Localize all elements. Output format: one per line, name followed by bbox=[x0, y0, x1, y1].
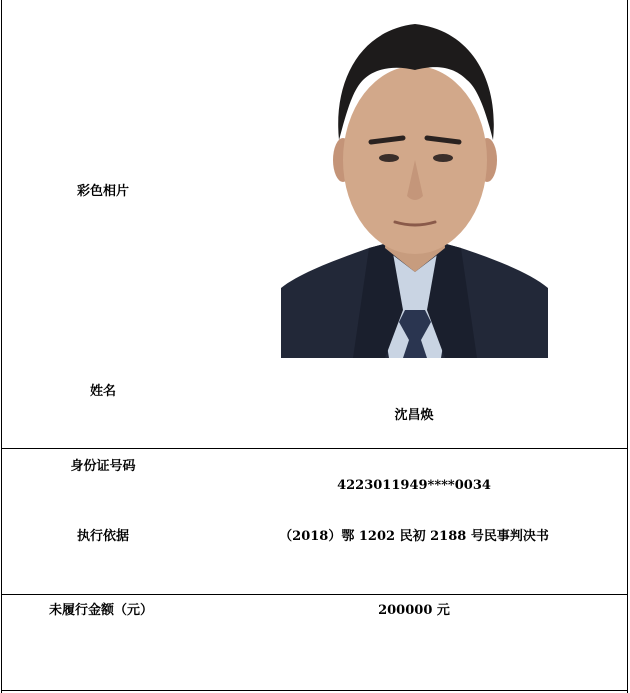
portrait-photo bbox=[281, 10, 548, 358]
photo-label: 彩色相片 bbox=[76, 184, 130, 199]
id-number-value: 4223011949****0034 bbox=[337, 478, 491, 493]
basis-label: 执行依据 bbox=[76, 529, 130, 544]
table-border-right bbox=[627, 0, 628, 693]
row-divider-1 bbox=[1, 448, 628, 449]
name-label: 姓名 bbox=[89, 384, 117, 399]
table-border-left bbox=[1, 0, 2, 693]
table-border-bottom bbox=[1, 690, 628, 691]
id-number-label: 身份证号码 bbox=[70, 459, 136, 474]
name-value: 沈昌焕 bbox=[394, 408, 434, 423]
amount-value: 200000 元 bbox=[378, 603, 450, 618]
portrait-photo-graphic bbox=[281, 10, 548, 358]
amount-label: 未履行金额（元） bbox=[48, 603, 154, 618]
basis-value: （2018）鄂 1202 民初 2188 号民事判决书 bbox=[279, 529, 549, 544]
row-divider-2 bbox=[1, 594, 628, 595]
